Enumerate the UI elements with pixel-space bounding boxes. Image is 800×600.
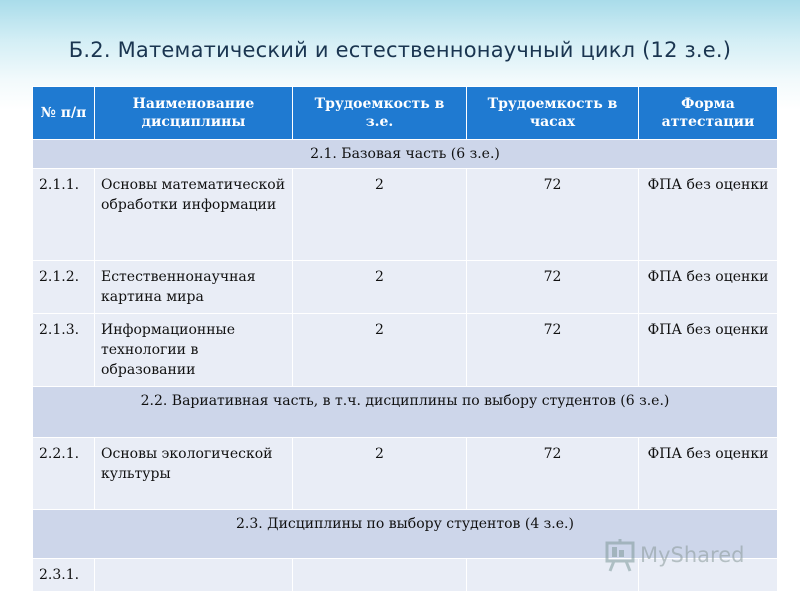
- header-hours: Трудоемкость в часах: [467, 87, 639, 140]
- row-credits: 2: [293, 438, 467, 510]
- table-row: [33, 169, 778, 261]
- presentation-board-icon: [604, 537, 636, 573]
- table-row: [33, 314, 778, 387]
- row-credits: 2: [293, 169, 467, 261]
- row-assessment-form: ФПА без оценки: [639, 169, 778, 261]
- section-row: [33, 387, 778, 438]
- row-number: 2.1.1.: [33, 169, 95, 261]
- watermark: [604, 537, 744, 573]
- row-hours: 72: [467, 261, 639, 314]
- section-row: [33, 140, 778, 169]
- header-assessment-form: Форма аттестации: [639, 87, 778, 140]
- row-hours: 72: [467, 314, 639, 387]
- row-number: 2.2.1.: [33, 438, 95, 510]
- row-number: 2.1.2.: [33, 261, 95, 314]
- row-assessment-form: ФПА без оценки: [639, 314, 778, 387]
- row-assessment-form: ФПА без оценки: [639, 261, 778, 314]
- row-discipline-name: Основы экологической культуры: [95, 438, 293, 510]
- row-assessment-form: ФПА без оценки: [639, 438, 778, 510]
- row-credits: 2: [293, 314, 467, 387]
- row-hours: 72: [467, 169, 639, 261]
- header-discipline-name: Наименование дисциплины: [95, 87, 293, 140]
- row-discipline-name: Информационные технологии в образовании: [95, 314, 293, 387]
- row-credits: 2: [293, 261, 467, 314]
- header-credits: Трудоемкость в з.е.: [293, 87, 467, 140]
- curriculum-table: [32, 86, 778, 592]
- row-number: 2.1.3.: [33, 314, 95, 387]
- row-discipline-name: Естественнонаучная картина мира: [95, 261, 293, 314]
- section-label: 2.3. Дисциплины по выбору студентов (4 з.е.): [33, 510, 778, 559]
- header-number: № п/п: [33, 87, 95, 140]
- table-row: [33, 261, 778, 314]
- row-discipline-name: [95, 559, 293, 592]
- section-label: 2.1. Базовая часть (6 з.е.): [33, 140, 778, 169]
- table-header-row: [33, 87, 778, 140]
- row-number: 2.3.1.: [33, 559, 95, 592]
- watermark-text: MyShared: [640, 543, 745, 567]
- row-discipline-name: Основы математической обработки информации: [95, 169, 293, 261]
- row-hours: 72: [467, 438, 639, 510]
- section-label: 2.2. Вариативная часть, в т.ч. дисциплины по выбору студентов (6 з.е.): [33, 387, 778, 438]
- row-credits: [293, 559, 467, 592]
- table-row: [33, 438, 778, 510]
- slide-title: Б.2. Математический и естественнонаучный цикл (12 з.е.): [68, 38, 732, 62]
